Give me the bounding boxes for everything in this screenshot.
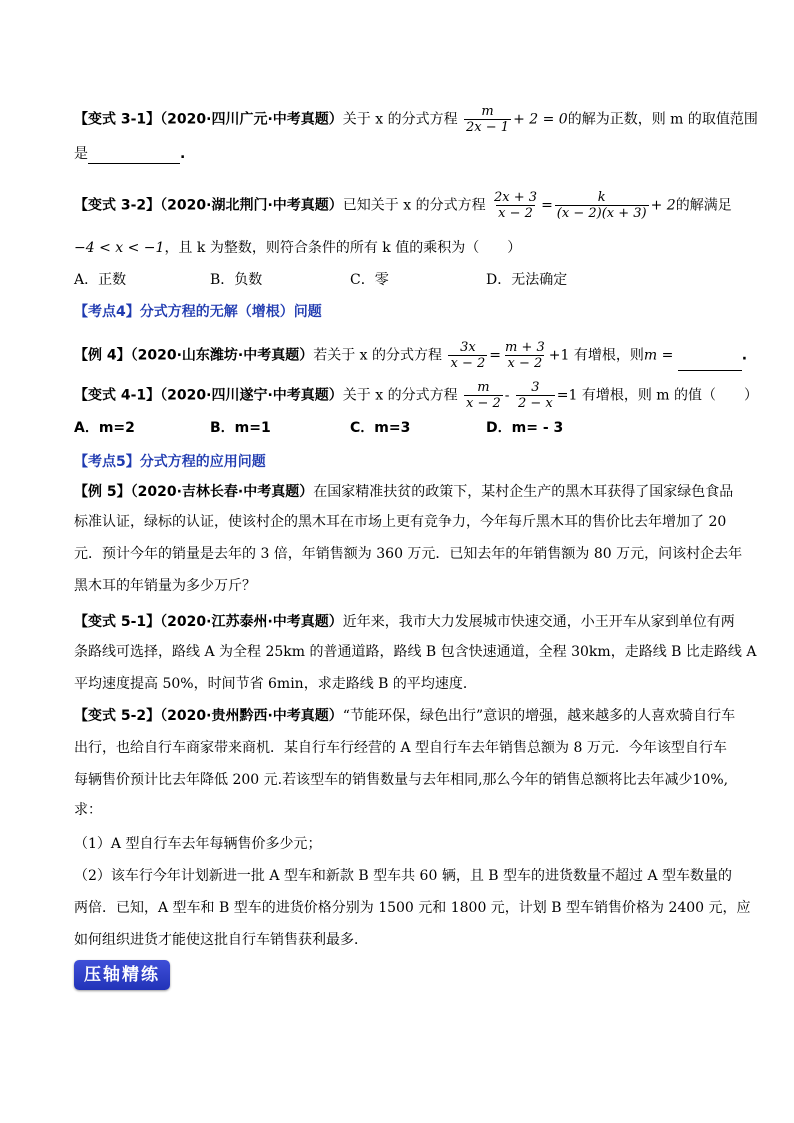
example-5-line: 元．预计今年的销量是去年的 3 倍，年销售额为 360 万元．已知去年的年销售额为 80 万元，问该村企去年	[74, 546, 743, 562]
question-source: （2020·山东潍坊·中考真题）	[130, 347, 314, 364]
question-tag: 【例 5】	[74, 484, 131, 500]
sub-question-1: （1）A 型自行车去年每辆售价多少元；	[74, 836, 322, 852]
question-tag: 【变式 3-2】	[74, 197, 161, 214]
sub-question-2-line: 如何组织进货才能使这批自行车销售获利最多．	[74, 932, 368, 948]
question-3-2-line2: −4 < x < −1，且 k 为整数，则符合条件的所有 k 值的乘积为（ ）	[74, 240, 522, 256]
question-5-1-line: 条路线可选择，路线 A 为全程 25km 的普通道路，路线 B 包含快速通道，全程 30km，走路线 B 比走路线 A	[74, 644, 757, 660]
question-source: （2020·贵州黔西·中考真题）	[160, 708, 343, 724]
fraction: $\frac{m}{2x - 1}$	[466, 104, 510, 135]
fraction: $\frac{2x + 3}{x - 2}$	[494, 190, 538, 221]
question-5-2: 【变式 5-2】（2020·贵州黔西·中考真题）“节能环保，绿色出行”意识的增强，越来越多的人喜欢骑自行车	[74, 708, 736, 724]
example-5-line: 标准认证，绿标的认证，使该村企的黑木耳在市场上更有竞争力，今年每斤黑木耳的售价比去年增加了 20	[74, 514, 727, 530]
example-5-line: 黑木耳的年销量为多少万斤？	[74, 578, 256, 594]
question-3-2: 【变式 3-2】（2020·湖北荆门·中考真题）已知关于 x 的分式方程 $\frac{2x + 3}{x - 2}$ = $\frac{k}{(x - 2)(x + 3)}$ + 2的解满足	[74, 190, 732, 221]
question-5-2-line: 求：	[74, 802, 102, 818]
knowledge-point-4: 【考点4】分式方程的无解（增根）问题	[74, 304, 322, 320]
question-4-1: 【变式 4-1】（2020·四川遂宁·中考真题）关于 x 的分式方程 $\frac{m}{x - 2}$ - $\frac{3}{2 - x}$ =1 有增根，则 m 的值（ ）	[74, 380, 759, 411]
question-source: （2020·四川遂宁·中考真题）	[160, 387, 343, 404]
knowledge-point-5: 【考点5】分式方程的应用问题	[74, 454, 266, 470]
question-source: （2020·吉林长春·中考真题）	[130, 484, 314, 500]
option-b: B．m=1	[210, 420, 271, 436]
example-5: 【例 5】（2020·吉林长春·中考真题）在国家精准扶贫的政策下，某村企生产的黑木耳获得了国家绿色食品	[74, 484, 734, 500]
answer-blank	[678, 356, 742, 371]
question-tag: 【变式 5-1】	[74, 614, 161, 630]
question-source: （2020·四川广元·中考真题）	[160, 111, 343, 128]
question-3-1: 【变式 3-1】（2020·四川广元·中考真题）关于 x 的分式方程 $\frac{m}{2x - 1}$ + 2 = 0的解为正数，则 m 的取值范围	[74, 104, 758, 135]
fraction: $\frac{k}{(x - 2)(x + 3)}$	[556, 190, 647, 221]
question-tag: 【变式 4-1】	[74, 387, 161, 404]
option-c: C．零	[350, 272, 389, 288]
option-d: D．无法确定	[486, 272, 568, 288]
option-a: A．m=2	[74, 420, 135, 436]
sub-question-2-line: 两倍．已知，A 型车和 B 型车的进货价格分别为 1500 元和 1800 元，计划 B 型车销售价格为 2400 元，应	[74, 900, 751, 916]
question-3-1-line2: 是 .	[74, 146, 186, 162]
fraction: $\frac{3}{2 - x}$	[517, 380, 553, 411]
question-5-2-line: 每辆售价预计比去年降低 200 元.若该型车的销售数量与去年相同,那么今年的销售总额将比去年减少10%,	[74, 772, 729, 788]
question-tag: 【变式 3-1】	[74, 111, 161, 128]
fraction: $\frac{m}{x - 2}$	[466, 380, 501, 411]
fraction: $\frac{3x}{x - 2}$	[450, 340, 486, 371]
question-5-2-line: 出行，也给自行车商家带来商机．某自行车行经营的 A 型自行车去年销售总额为 8 万元．今年该型自行车	[74, 740, 727, 756]
question-source: （2020·江苏泰州·中考真题）	[160, 614, 343, 630]
example-4: 【例 4】（2020·山东潍坊·中考真题）若关于 x 的分式方程 $\frac{3x}{x - 2}$ = $\frac{m + 3}{x - 2}$ +1 有增根，则m = .	[74, 340, 748, 371]
question-tag: 【例 4】	[74, 347, 131, 364]
sub-question-2: （2）该车行今年计划新进一批 A 型车和新款 B 型车共 60 辆，且 B 型车的进货数量不超过 A 型车数量的	[74, 868, 733, 884]
section-tag: 压轴精练	[74, 960, 170, 990]
option-d: D．m= - 3	[486, 420, 564, 436]
answer-blank	[88, 149, 180, 164]
option-c: C．m=3	[350, 420, 411, 436]
option-a: A．正数	[74, 272, 127, 288]
question-5-1-line: 平均速度提高 50%，时间节省 6min，求走路线 B 的平均速度．	[74, 676, 477, 692]
question-5-1: 【变式 5-1】（2020·江苏泰州·中考真题）近年来，我市大力发展城市快速交通，小王开车从家到单位有两	[74, 614, 735, 630]
fraction: $\frac{m + 3}{x - 2}$	[504, 340, 545, 371]
option-b: B．负数	[210, 272, 263, 288]
question-source: （2020·湖北荆门·中考真题）	[160, 197, 343, 214]
question-tag: 【变式 5-2】	[74, 708, 161, 724]
